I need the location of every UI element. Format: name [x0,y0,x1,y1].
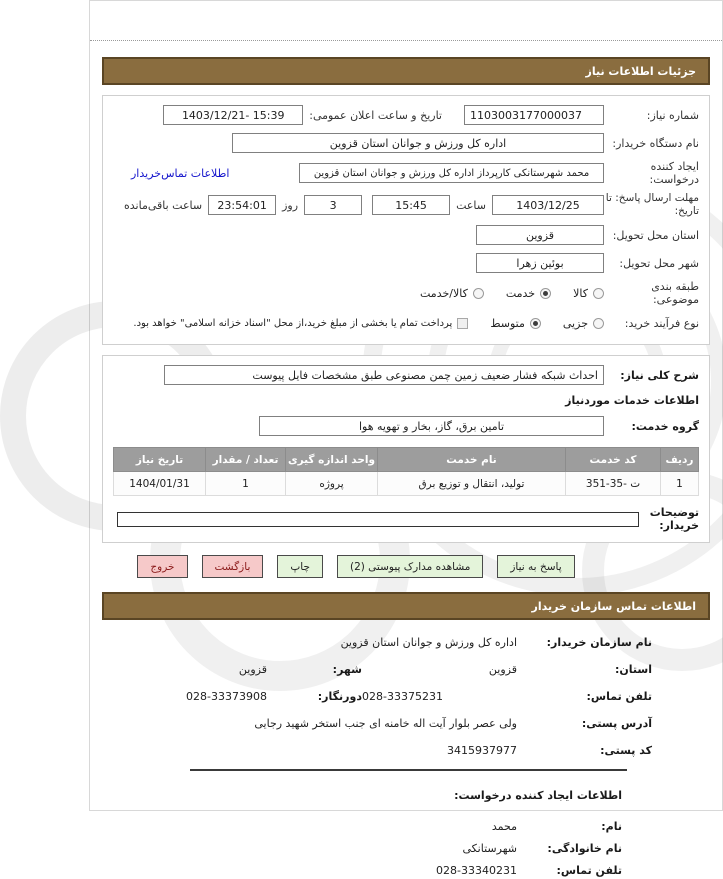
deadline-date-field[interactable]: 1403/12/25 [492,195,604,215]
delivery-city-label: شهر محل تحویل: [619,256,699,270]
print-button[interactable]: چاپ [277,555,323,578]
last-name-row [110,840,622,857]
cell-row-number: 1 [661,472,699,496]
buyer-notes-row [113,506,699,532]
cell-unit: پروژه [286,472,378,496]
radio-minor-label: جزیی [562,316,588,330]
cell-service-name: تولید، انتقال و توزیع برق [378,472,566,496]
postal-code-label: کد پستی: [600,744,652,757]
postal-address-label: آدرس پستی: [581,717,652,730]
col-service-code: کد خدمت [566,448,661,472]
delivery-city-row [113,252,699,274]
need-description-field[interactable]: احداث شبکه فشار ضعیف زمین چمن مصنوعی طبق مشخصات فایل پیوست [164,365,604,385]
last-name-label: نام خانوادگی: [547,842,622,855]
postal-address-value: ولی عصر بلوار آیت اله خامنه ای جنب استخر شهید رجایی [254,717,517,730]
section-title: اطلاعات تماس سازمان خریدار [531,599,696,613]
radio-goods-label: کالا [573,286,588,300]
request-creator-section [90,783,722,879]
first-name-label: نام: [601,820,622,833]
deadline-time-field[interactable]: 15:45 [372,195,450,215]
radio-service[interactable] [540,288,551,299]
delivery-province-row [113,224,699,246]
last-name-value: شهرستانکی [462,842,517,855]
city-label: شهر: [332,663,362,676]
deadline-label: مهلت ارسال پاسخ: تا تاریخ: [605,192,699,217]
need-number-field[interactable]: 1103003177000037 [464,105,604,125]
remaining-days-field[interactable]: 3 [304,195,362,215]
org-name-row [110,634,652,651]
view-attachments-button[interactable]: مشاهده مدارک پیوستی (2) [337,555,483,578]
col-row-number: ردیف [661,448,699,472]
need-number-label: شماره نیاز: [646,108,699,122]
request-creator-field[interactable]: محمد شهرستانکی کارپرداز اداره کل ورزش و جوانان استان قزوین [299,163,604,183]
radio-service-label: خدمت [505,286,536,300]
treasury-docs-checkbox[interactable] [457,318,468,329]
need-description-row [113,364,699,386]
city-value: قزوین [238,663,267,676]
province-label: استان: [615,663,652,676]
action-buttons [40,555,672,578]
services-table-header-row [114,448,699,472]
radio-medium-label: متوسط [490,316,525,330]
subject-classification-row [113,280,699,306]
col-quantity: تعداد / مقدار [206,448,286,472]
section-header-buyer-contact [102,592,710,620]
province-value: قزوین [488,663,517,676]
first-name-value: محمد [491,820,517,833]
buyer-contact-section [90,620,722,759]
purchase-process-label: نوع فرآیند خرید: [624,316,699,330]
section-title: جزئیات اطلاعات نیاز [585,64,696,78]
buyer-notes-label: توضیحات خریدار: [649,506,699,532]
creator-phone-label: تلفن تماس: [556,864,622,877]
fax-label: دورنگار: [317,690,362,703]
fax-value: 028-33373908 [186,690,267,703]
buyer-org-label: نام دستگاه خریدار: [612,136,699,150]
cell-need-date: 1404/01/31 [114,472,206,496]
postal-code-value: 3415937977 [447,744,517,757]
services-info-heading: اطلاعات خدمات موردنیاز [565,394,699,407]
delivery-province-field[interactable]: قزوین [476,225,604,245]
first-name-row [110,818,622,835]
table-row[interactable] [114,472,699,496]
radio-goods-service-label: کالا/خدمت [420,286,468,300]
phone-fax-row [110,688,652,705]
radio-goods[interactable] [593,288,604,299]
col-unit: واحد اندازه گیری [286,448,378,472]
remaining-time-field[interactable]: 23:54:01 [208,195,276,215]
announce-datetime-label: تاریخ و ساعت اعلان عمومی: [309,108,442,122]
buyer-org-row [113,132,699,154]
section-header-need-details [102,57,710,85]
creator-phone-value: 028-33340231 [436,864,517,877]
remaining-hours-label: ساعت باقی‌مانده [124,198,203,212]
contact-phone-value: 028-33375231 [362,690,443,703]
org-name-label: نام سازمان خریدار: [546,636,652,649]
service-group-field[interactable]: تامین برق، گاز، بخار و تهویه هوا [259,416,604,436]
cell-service-code: 351-35- ت [566,472,661,496]
creator-info-heading: اطلاعات ایجاد کننده درخواست: [454,789,622,802]
service-group-label: گروه خدمت: [631,419,699,433]
announce-datetime-field[interactable]: 1403/12/21- 15:39 [163,105,303,125]
need-description-card [102,355,710,543]
province-city-row [110,661,652,678]
col-need-date: تاریخ نیاز [114,448,206,472]
need-description-label: شرح کلی نیاز: [620,368,699,382]
need-number-row [113,104,699,126]
col-service-name: نام خدمت [378,448,566,472]
top-separator [90,1,722,41]
need-info-card [102,95,710,345]
contact-phone-label: تلفن تماس: [586,690,652,703]
buyer-org-field[interactable]: اداره کل ورزش و جوانان استان قزوین [232,133,604,153]
org-name-value: اداره کل ورزش و جوانان استان قزوین [340,636,517,649]
request-creator-label: ایجاد کننده درخواست: [649,160,699,186]
deadline-row [113,192,699,218]
purchase-process-row [113,312,699,334]
postal-address-row [110,715,652,732]
delivery-province-label: استان محل تحویل: [612,228,699,242]
service-group-row [113,415,699,437]
creator-heading-row [110,787,622,804]
page [89,0,723,877]
back-button[interactable]: بازگشت [202,555,264,578]
radio-minor[interactable] [593,318,604,329]
section-divider [190,769,627,771]
postal-code-row [110,742,652,759]
treasury-docs-label: پرداخت تمام یا بخشی از مبلغ خرید،از محل "اسناد خزانه اسلامی" خواهد بود. [133,317,453,329]
cell-quantity: 1 [206,472,286,496]
creator-phone-row [110,862,622,879]
respond-to-need-button[interactable]: پاسخ به نیاز [497,555,574,578]
day-unit-label: روز [282,198,299,212]
request-creator-row [113,160,699,186]
subject-classification-label: طبقه بندی موضوعی: [651,280,699,306]
deadline-hour-label: ساعت [456,198,486,212]
buyer-contact-link[interactable]: اطلاعات تماس‌خریدار [131,166,230,180]
buyer-notes-field[interactable] [117,512,639,527]
radio-goods-service[interactable] [473,288,484,299]
services-table [113,447,699,496]
delivery-city-field[interactable]: بوئین زهرا [476,253,604,273]
radio-medium[interactable] [530,318,541,329]
exit-button[interactable]: خروج [137,555,187,578]
